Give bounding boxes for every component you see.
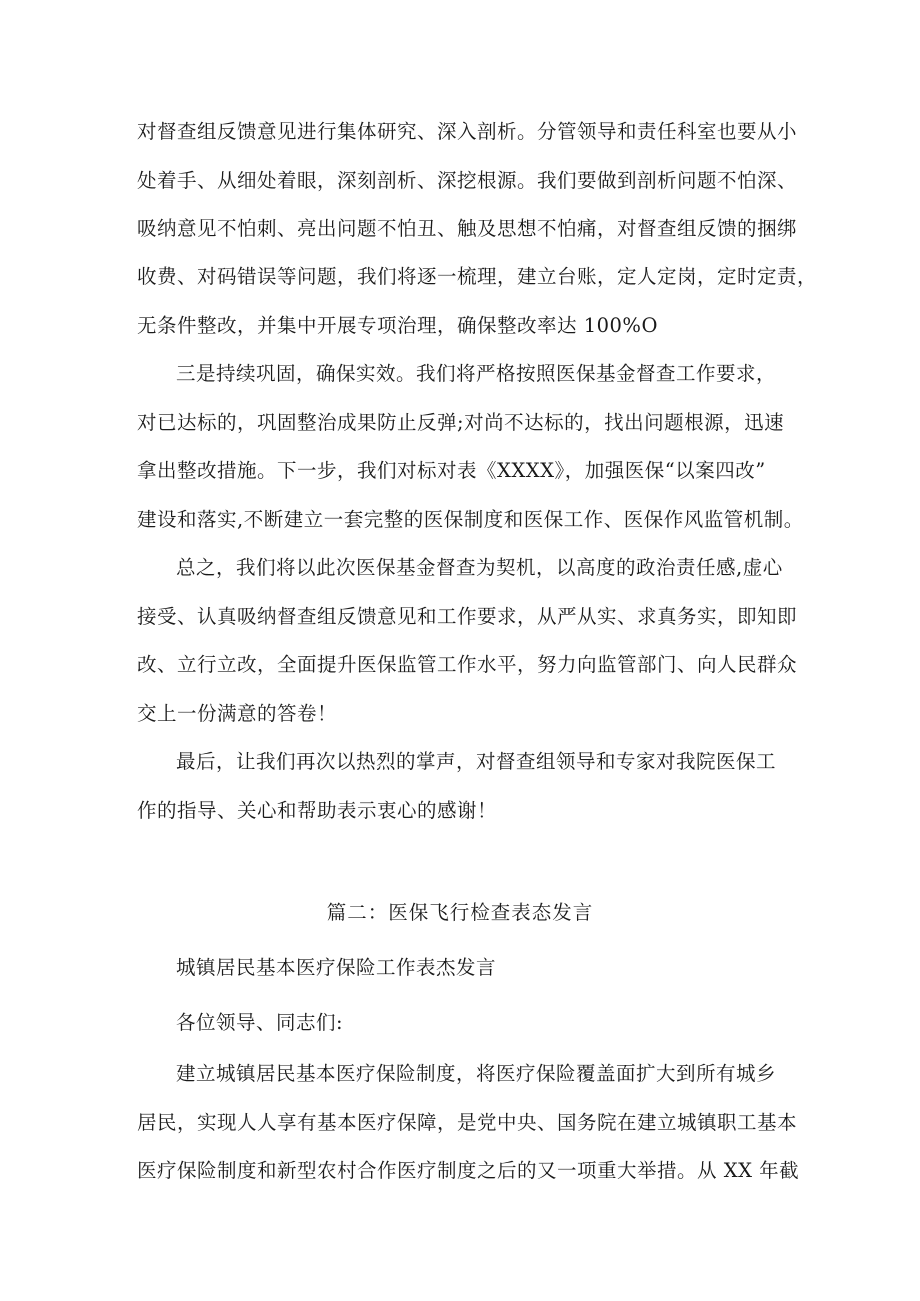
paragraph-line: 作的指导、关心和帮助表示衷心的感谢！ xyxy=(137,799,498,822)
speech-title: 城镇居民基本医疗保险工作表杰发言 xyxy=(176,956,497,979)
paragraph-line: 接受、认真吸纳督查组反馈意见和工作要求，从严从实、求真务实，即知即 xyxy=(137,605,798,628)
paragraph-line: 无条件整改，并集中开展专项治理，确保整改率达 100%O xyxy=(137,314,658,337)
paragraph-line: 最后，让我们再次以热烈的掌声，对督查组领导和专家对我院医保工 xyxy=(176,750,777,773)
salutation: 各位领导、同志们: xyxy=(176,1011,344,1034)
paragraph-line: 医疗保险制度和新型农村合作医疗制度之后的又一项重大举措。从 XX 年截 xyxy=(137,1159,800,1182)
paragraph-line: 处着手、从细处着眼，深刻剖析、深挖根源。我们要做到剖析问题不怕深、 xyxy=(137,169,798,192)
paragraph-line: 收费、对码错误等问题，我们将逐一梳理，建立台账，定人定岗，定时定责， xyxy=(137,265,818,288)
paragraph-line: 交上一份满意的答卷！ xyxy=(137,702,338,725)
paragraph-line: 总之，我们将以此次医保基金督查为契机，以高度的政治责任感,虚心 xyxy=(176,556,783,579)
paragraph-line: 改、立行立改，全面提升医保监管工作水平，努力向监管部门、向人民群众 xyxy=(137,653,798,676)
paragraph-line: 建设和落实,不断建立一套完整的医保制度和医保工作、医保作风监管机制。 xyxy=(137,508,804,531)
paragraph-line: 居民，实现人人享有基本医疗保障，是党中央、国务院在建立城镇职工基本 xyxy=(137,1111,798,1134)
paragraph-line: 对督查组反馈意见进行集体研究、深入剖析。分管领导和责任科室也要从小 xyxy=(137,120,798,143)
section-heading: 篇二：医保飞行检查表态发言 xyxy=(326,901,594,924)
paragraph-line: 吸纳意见不怕刺、亮出问题不怕丑、触及思想不怕痛，对督查组反馈的捆绑 xyxy=(137,217,798,240)
paragraph-line: 三是持续巩固，确保实效。我们将严格按照医保基金督查工作要求， xyxy=(176,362,777,385)
paragraph-line: 对已达标的，巩固整治成果防止反弹;对尚不达标的，找出问题根源，迅速 xyxy=(137,411,785,434)
paragraph-line: 建立城镇居民基本医疗保险制度，将医疗保险覆盖面扩大到所有城乡 xyxy=(176,1062,777,1085)
paragraph-line: 拿出整改措施。下一步，我们对标对表《XXXX》，加强医保“以案四改” xyxy=(137,459,766,482)
